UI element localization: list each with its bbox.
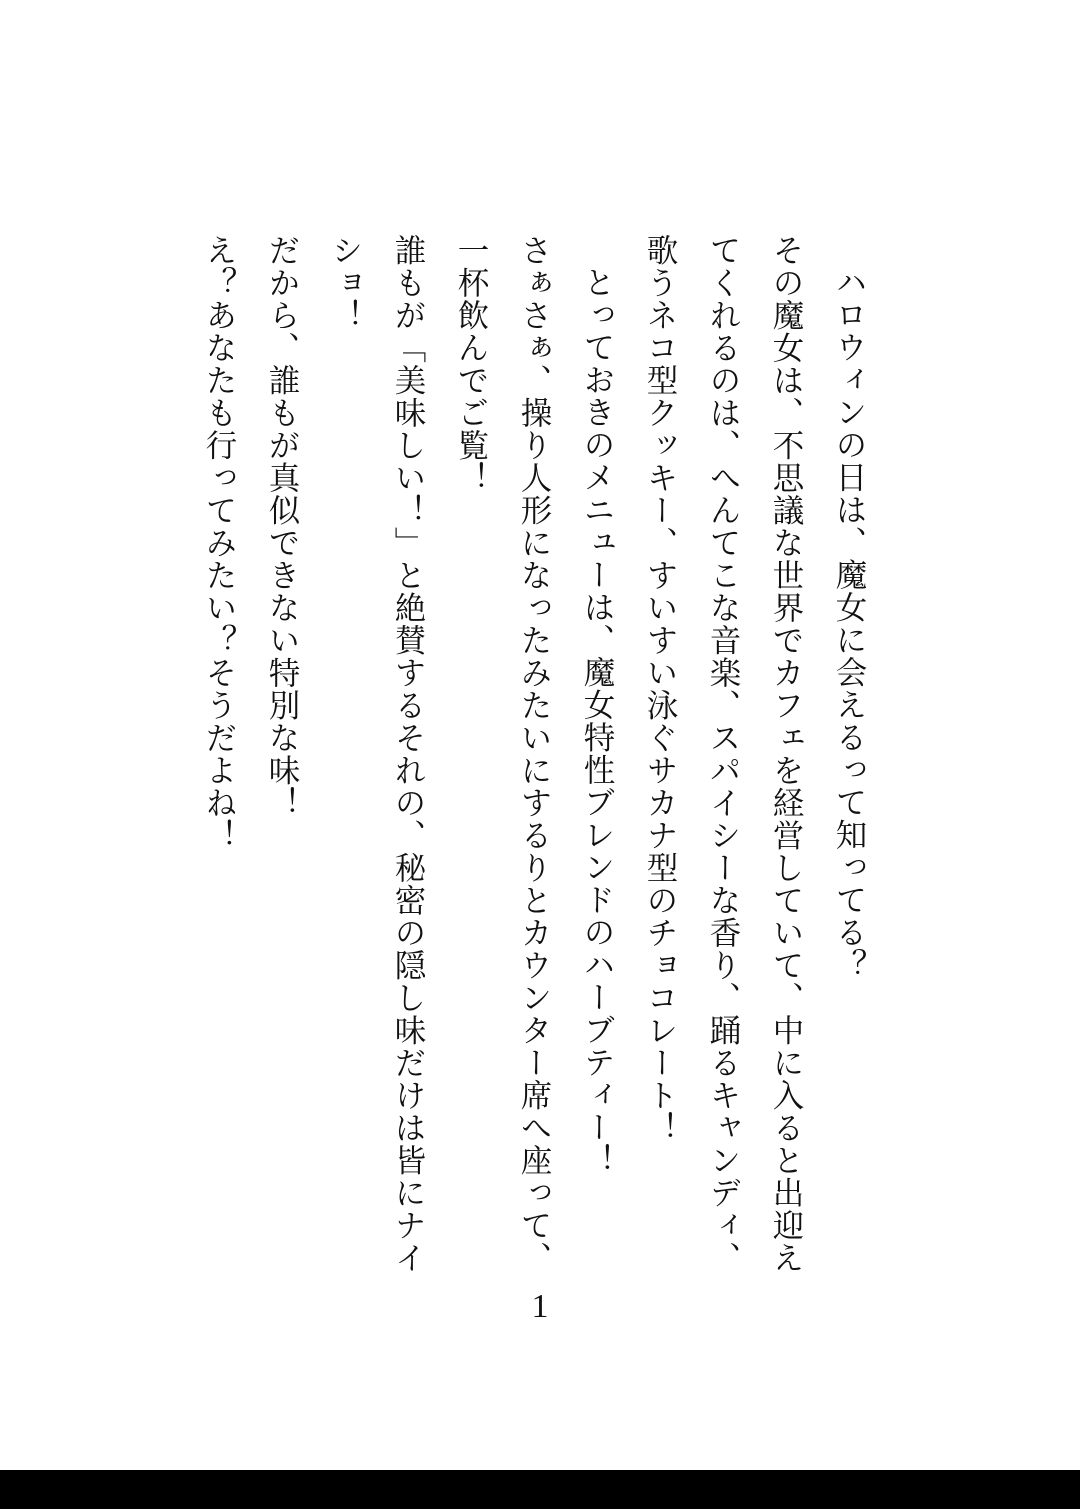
bottom-bar — [0, 1470, 1080, 1509]
text-line-1: ハロウィンの日は、魔女に会えるって知ってる？ — [831, 266, 867, 981]
text-line-3: てくれるのは、へんてこな音楽、スパイシーな香り、踊るキャンディ、 — [705, 234, 741, 1274]
text-line-4: 歌うネコ型クッキー、すいすい泳ぐサカナ型のチョコレート！ — [642, 234, 678, 1144]
text-line-10: だから、誰もが真似できない特別な味！ — [264, 234, 300, 819]
text-line-8: 誰もが「美味しい！」と絶賛するそれの、秘密の隠し味だけは皆にナイ — [390, 234, 426, 1274]
text-line-2: その魔女は、不思議な世界でカフェを経営していて、中に入ると出迎え — [768, 234, 804, 1274]
text-line-5: とっておきのメニューは、魔女特性ブレンドのハーブティー！ — [579, 266, 615, 1176]
page-number: 1 — [531, 1288, 549, 1325]
vertical-text-body — [187, 234, 880, 1274]
text-line-11: え？あなたも行ってみたい？そうだよね！ — [201, 234, 237, 852]
text-line-9: ショ！ — [327, 234, 363, 332]
text-line-7: 一杯飲んでご覧！ — [453, 234, 489, 494]
text-line-6: さぁさぁ、操り人形になったみたいにするりとカウンター席へ座って、 — [516, 234, 552, 1274]
